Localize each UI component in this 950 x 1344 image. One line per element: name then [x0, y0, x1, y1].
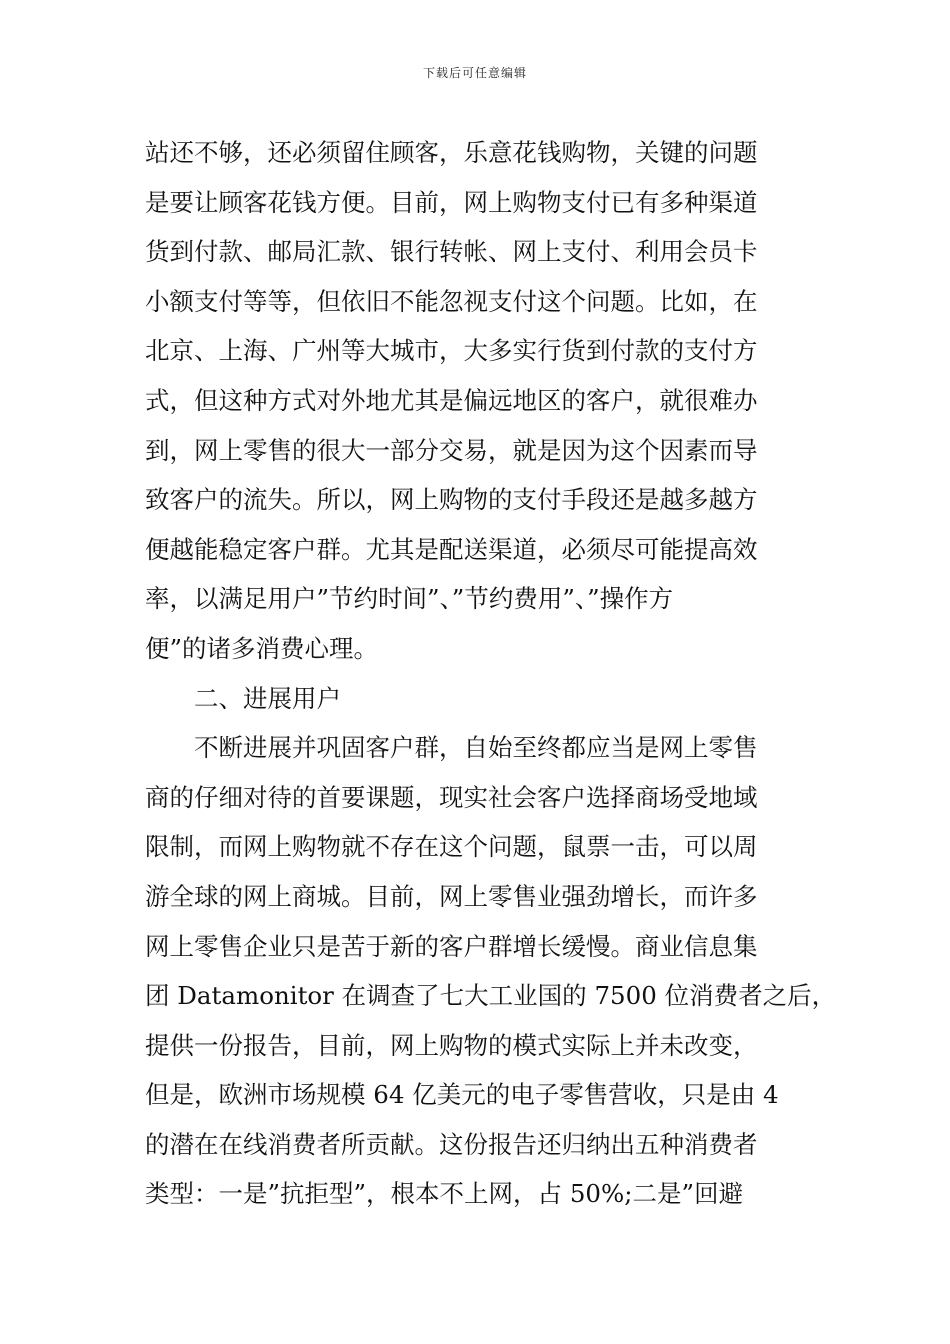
text-line: 北京、上海、广州等大城市，大多实行货到付款的支付方 [145, 336, 758, 366]
text-line: 但是，欧洲市场规模 64 亿美元的电子零售营收，只是由 4 [145, 1080, 779, 1110]
text-line: 游全球的网上商城。目前，网上零售业强劲增长，而许多 [145, 881, 758, 911]
text-line: 致客户的流失。所以，网上购物的支付手段还是越多越方 [145, 485, 758, 515]
text-line: 便”的诸多消费心理。 [145, 633, 379, 663]
text-line: 限制，而网上购物就不存在这个问题，鼠票一击，可以周 [145, 832, 758, 862]
section-heading: 二、进展用户 [194, 683, 341, 713]
text-line: 便越能稳定客户群。尤其是配送渠道，必须尽可能提高效 [145, 534, 758, 564]
text-line: 不断进展并巩固客户群，自始至终都应当是网上零售 [194, 733, 758, 763]
text-line: 提供一份报告，目前，网上购物的模式实际上并未改变， [145, 1030, 758, 1060]
text-line: 是要让顾客花钱方便。目前，网上购物支付已有多种渠道 [145, 187, 758, 217]
text-line: 站还不够，还必须留住顾客，乐意花钱购物，关键的问题 [145, 138, 758, 167]
text-line: 率，以满足用户”节约时间”、”节约费用”、”操作方 [145, 584, 674, 614]
page-header: 下载后可任意编辑 [422, 66, 527, 80]
text-line: 网上零售企业只是苦于新的客户群增长缓慢。商业信息集 [145, 931, 758, 961]
text-line: 货到付款、邮局汇款、银行转帐、网上支付、利用会员卡 [145, 237, 758, 267]
text-line: 类型：一是”抗拒型”，根本不上网，占 50%;二是”回避 [145, 1179, 744, 1209]
text-line: 商的仔细对待的首要课题，现实社会客户选择商场受地域 [145, 782, 758, 812]
text-line: 团 Datamonitor 在调查了七大工业国的 7500 位消费者之后， [145, 981, 837, 1011]
text-line: 到，网上零售的很大一部分交易，就是因为这个因素而导 [145, 435, 758, 465]
document-body [145, 128, 835, 1219]
text-line: 式，但这种方式对外地尤其是偏远地区的客户，就很难办 [145, 385, 758, 415]
text-line: 的潜在在线消费者所贡献。这份报告还归纳出五种消费者 [145, 1129, 758, 1159]
text-line: 小额支付等等，但依旧不能忽视支付这个问题。比如，在 [145, 286, 758, 316]
